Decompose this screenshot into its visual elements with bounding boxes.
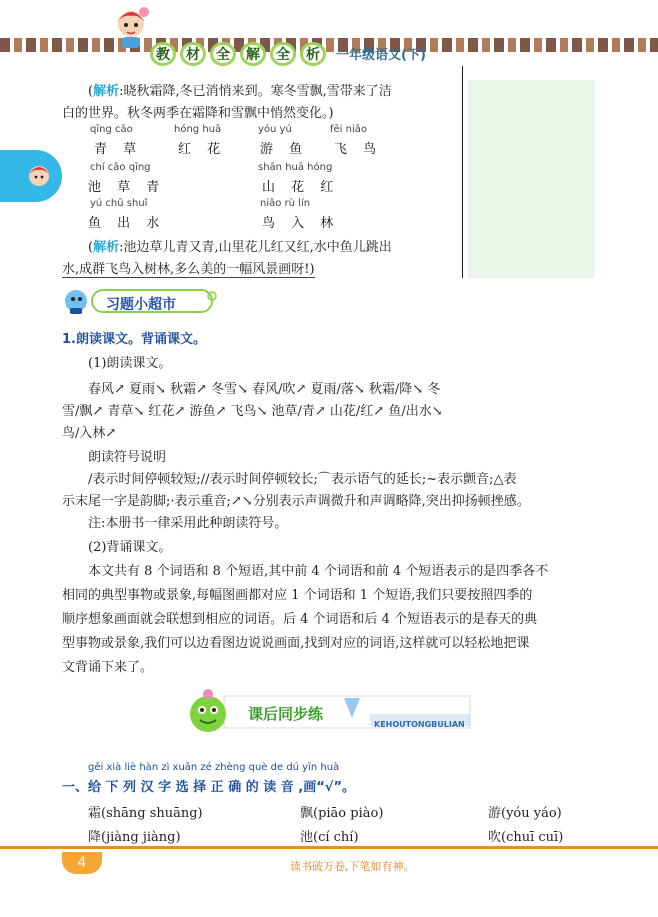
vocab-word: 飞 鸟 [334,142,383,157]
question-item: 游(yóu yáo) [488,806,562,821]
vocab-word: 池 草 青 [88,180,166,195]
header-title [150,42,326,66]
question-item: 霜(shāng shuāng) [88,806,203,821]
notes-line: /表示时间停顿较短;//表示时间停顿较长;⌒表示语气的延长;~表示颤音;△表 [88,472,517,487]
footer-motto: 读书破万卷,下笔如有神。 [290,860,415,873]
paragraph-line: 本文共有 8 个词语和 8 个短语,其中前 4 个词语和前 4 个短语表示的是四季各不 [88,564,549,579]
header-title-char: 材 [180,42,206,66]
reading-line: 鸟/入林↗ [62,426,117,441]
header-grade-label: 一年级语文(下) [336,48,426,63]
notes-title: 朗读符号说明 [88,450,167,465]
question-pinyin: gěi xià liè hàn zì xuǎn zé zhèng què de dú yīn huà [88,762,340,773]
header-title-char: 全 [210,42,236,66]
pinyin: shān huā hóng [258,162,333,173]
question-item: 飘(piāo piào) [300,806,384,821]
practice-banner-title: 课后同步练 [248,705,324,723]
reading-line: 春风↗ 夏雨↘ 秋霜↗ 冬雪↘ 春风/吹↗ 夏雨/落↘ 秋霜/降↘ 冬 [88,382,441,397]
vocab-word: 鱼 出 水 [88,216,166,231]
header-title-char: 解 [240,42,266,66]
exercise-banner-title: 习题小超市 [106,297,176,313]
analysis-line: (解析:池边草儿青又青,山里花儿红又红,水中鱼儿跳出 [88,240,392,255]
notes-line: 注:本册书一律采用此种朗读符号。 [88,516,288,531]
mascot-girl-icon [108,2,154,50]
question-text: 一、给 下 列 汉 字 选 择 正 确 的 读 音 ,画“√”。 [62,780,356,795]
analysis-line: 水,成群飞鸟入树林,多么美的一幅风景画呀!) [62,258,315,278]
vocab-word: 游 鱼 [260,142,309,157]
notes-sidebar-box [468,80,595,278]
vocab-word: 红 花 [178,142,227,157]
pinyin: niǎo rù lín [260,198,311,209]
header-decorative-stripe [0,38,658,52]
question-item: 池(cí chí) [300,830,359,845]
notes-line: 示末尾一字是韵脚;·表示重音;↗↘分别表示声调微升和声调略降,突出抑扬顿挫感。 [62,494,530,509]
question-item: 降(jiàng jiàng) [88,830,181,845]
paragraph-line: 型事物或景象,我们可以边看图边说说画面,找到对应的词语,这样就可以轻松地把课 [62,636,530,651]
analysis-line: (解析:晓秋霜降,冬已消悄来到。寒冬雪飘,雪带来了洁 [88,84,392,99]
header-title-char: 教 [150,42,176,66]
subsection-label: (1)朗读课文。 [88,356,172,371]
header [0,0,658,62]
section-heading: 1.朗读课文。背诵课文。 [62,332,206,347]
paragraph-line: 顺序想象画面就会联想到相应的词语。后 4 个词语和后 4 个短语表示的是春天的典 [62,612,538,627]
question-item: 吹(chuī cuī) [488,830,564,845]
paragraph-line: 文背诵下来了。 [62,660,154,675]
footer-line [0,846,658,849]
pinyin: hóng huā [174,124,222,135]
pinyin: fēi niǎo [330,124,367,135]
reading-line: 雪/飘↗ 青草↘ 红花↗ 游鱼↗ 飞鸟↘ 池草/青↗ 山花/红↗ 鱼/出水↘ [62,404,443,419]
mascot-face-icon [26,162,52,188]
page-number: 4 [62,852,102,874]
pinyin: chí cǎo qīng [90,162,151,173]
header-title-char: 析 [300,42,326,66]
divider [462,66,463,278]
analysis-line: 白的世界。秋冬两季在霜降和雪飘中悄然变化。) [62,106,334,121]
pinyin: yóu yú [258,124,292,135]
pinyin: qīng cǎo [90,124,133,135]
paragraph-line: 相同的典型事物或景象,每幅图画都对应 1 个词语和 1 个短语,我们只要按照四季的 [62,588,533,603]
vocab-word: 山 花 红 [262,180,340,195]
pinyin: yú chū shuǐ [90,198,148,209]
subsection-label: (2)背诵课文。 [88,540,172,555]
practice-banner-subtitle: KEHOUTONGBULIAN [374,720,465,729]
vocab-word: 青 草 [94,142,143,157]
header-title-char: 全 [270,42,296,66]
vocab-word: 鸟 入 林 [262,216,340,231]
